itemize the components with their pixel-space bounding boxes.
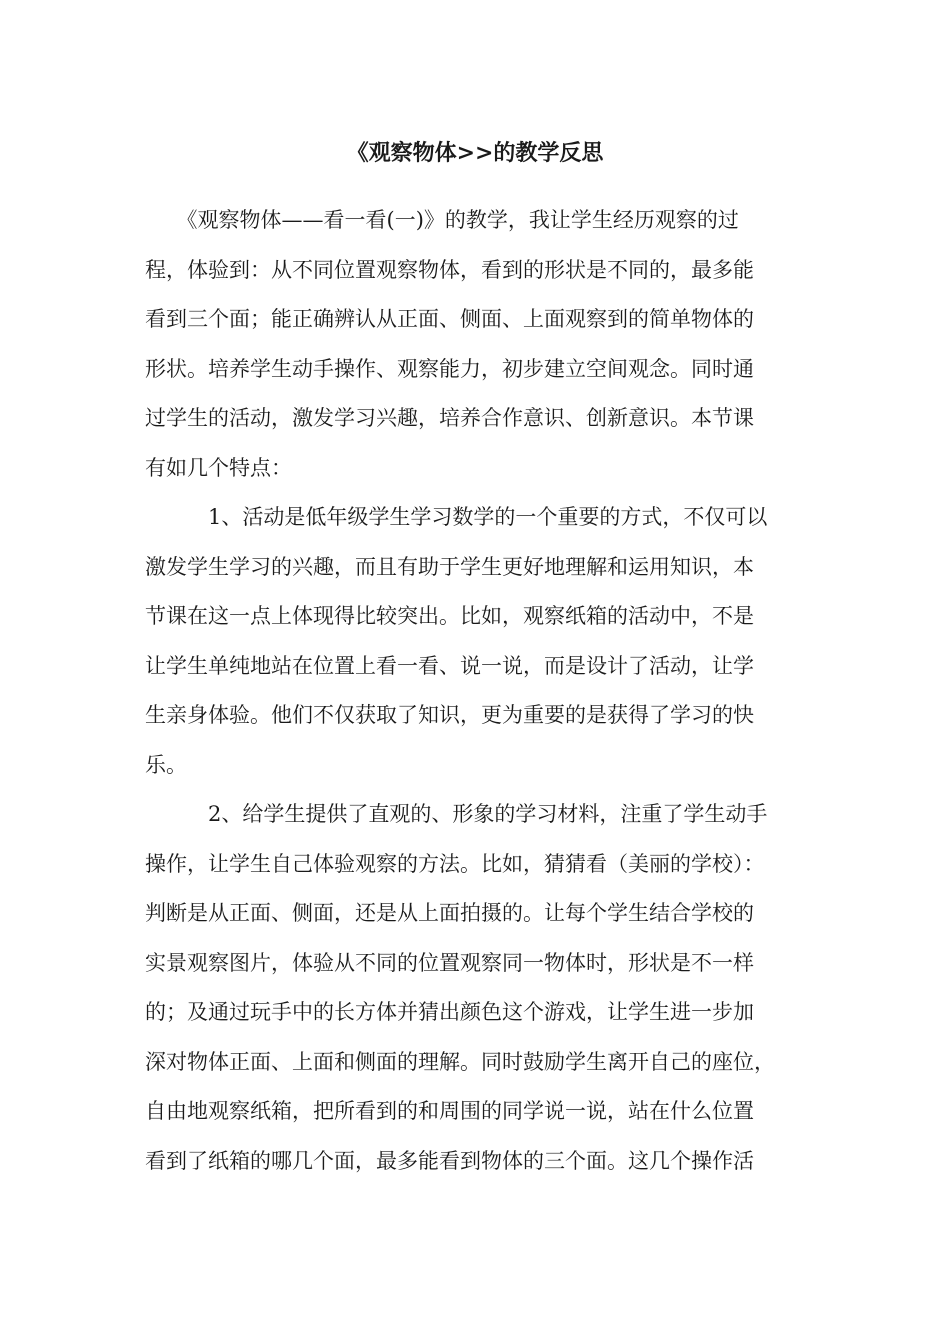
text-line: 节课在这一点上体现得比较突出。比如，观察纸箱的活动中，不是 [145, 604, 754, 628]
text-line: 看到三个面；能正确辨认从正面、侧面、上面观察到的简单物体的 [145, 307, 754, 331]
text-line: 让学生单纯地站在位置上看一看、说一说，而是设计了活动，让学 [145, 653, 754, 678]
text-line: 自由地观察纸箱，把所看到的和周围的同学说一说，站在什么位置 [145, 1099, 754, 1123]
paragraph-point-2 [145, 790, 805, 1186]
text-line: 有如几个特点： [145, 455, 292, 480]
text-line: 乐。 [145, 752, 187, 777]
text-line: 的；及通过玩手中的长方体并猜出颜色这个游戏，让学生进一步加 [145, 1000, 754, 1024]
text-line: 看到了纸箱的哪几个面，最多能看到物体的三个面。这几个操作活 [145, 1148, 754, 1173]
text-line: 判断是从正面、侧面，还是从上面拍摄的。让每个学生结合学校的 [145, 901, 754, 925]
paragraph-intro [145, 196, 805, 493]
text-line: 《观察物体——看一看(一)》的教学，我让学生经历观察的过 [145, 208, 739, 232]
paragraph-point-1 [145, 493, 805, 790]
text-line: 深对物体正面、上面和侧面的理解。同时鼓励学生离开自己的座位， [145, 1049, 775, 1074]
text-line: 生亲身体验。他们不仅获取了知识，更为重要的是获得了学习的快 [145, 703, 754, 727]
text-line: 激发学生学习的兴趣，而且有助于学生更好地理解和运用知识，本 [145, 554, 754, 579]
text-line: 程，体验到：从不同位置观察物体，看到的形状是不同的，最多能 [145, 257, 754, 282]
text-line: 1、活动是低年级学生学习数学的一个重要的方式，不仅可以 [145, 505, 768, 529]
text-line: 实景观察图片，体验从不同的位置观察同一物体时，形状是不一样 [145, 950, 754, 975]
text-line: 2、给学生提供了直观的、形象的学习材料，注重了学生动手 [145, 802, 768, 826]
text-line: 过学生的活动，激发学习兴趣，培养合作意识、创新意识。本节课 [145, 406, 754, 430]
text-line: 形状。培养学生动手操作、观察能力，初步建立空间观念。同时通 [145, 356, 754, 381]
document-body [145, 196, 805, 1186]
page-title: 《观察物体>>的教学反思 [346, 140, 604, 166]
text-line: 操作，让学生自己体验观察的方法。比如，猜猜看（美丽的学校）： [145, 851, 765, 876]
